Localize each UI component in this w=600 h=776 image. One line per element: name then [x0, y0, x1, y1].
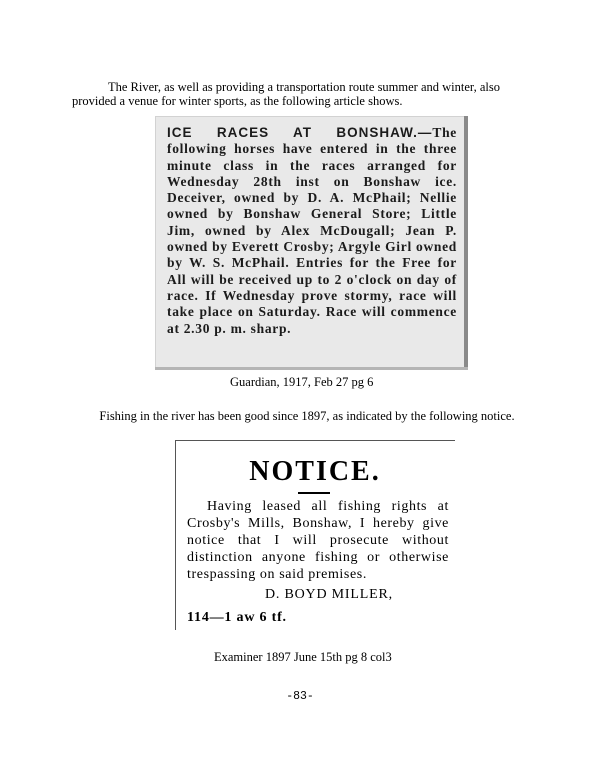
clipping-edge-right — [464, 116, 468, 370]
fishing-paragraph: Fishing in the river has been good since 1897, as indicated by the following notice. — [99, 409, 515, 423]
notice-code: 114—1 aw 6 tf. — [187, 610, 287, 625]
newspaper-clipping-ice-races — [155, 116, 468, 370]
clipping-headline: ICE RACES AT BONSHAW.— — [167, 125, 433, 140]
notice-divider — [298, 492, 330, 494]
notice-body-text: Having leased all fishing rights at Crosby's Mills, Bonshaw, I hereby give notice that I will prosecute without distinction anyone fishing or otherwise trespassing on said premises. — [187, 499, 449, 582]
notice-signature: D. BOYD MILLER, — [265, 587, 393, 602]
notice-title: NOTICE. — [249, 456, 381, 487]
intro-paragraph — [72, 80, 540, 108]
clipping-body: The following horses have entered in the three minute class in the races arranged for Wednesday 28th inst on Bonshaw ice. Deceiver, owned by D. A. McPhail; Nellie owned by Bonshaw General Store; Little Jim, owned by Alex McDougall; Jean P. owned by Everett Crosby; Argyle Girl owned by W. S. McPhail. Entries for the Free for All will be received up to 2 o'clock on day of race. If Wednesday prove stormy, race will take place on Saturday. Race will commence at 2.30 p. m. sharp. — [167, 125, 457, 336]
caption-examiner: Examiner 1897 June 15th pg 8 col3 — [214, 650, 392, 664]
intro-text: The River, as well as providing a transportation route summer and winter, also provided a venue for winter sports, as the following article shows. — [72, 80, 500, 108]
clipping-rule-top — [175, 440, 455, 441]
newspaper-clipping-notice — [175, 440, 455, 630]
clipping-edge-bottom — [155, 367, 468, 370]
notice-body — [187, 498, 449, 583]
page-number: -83- — [286, 690, 314, 703]
caption-guardian: Guardian, 1917, Feb 27 pg 6 — [230, 375, 374, 389]
clipping-text — [167, 125, 457, 337]
